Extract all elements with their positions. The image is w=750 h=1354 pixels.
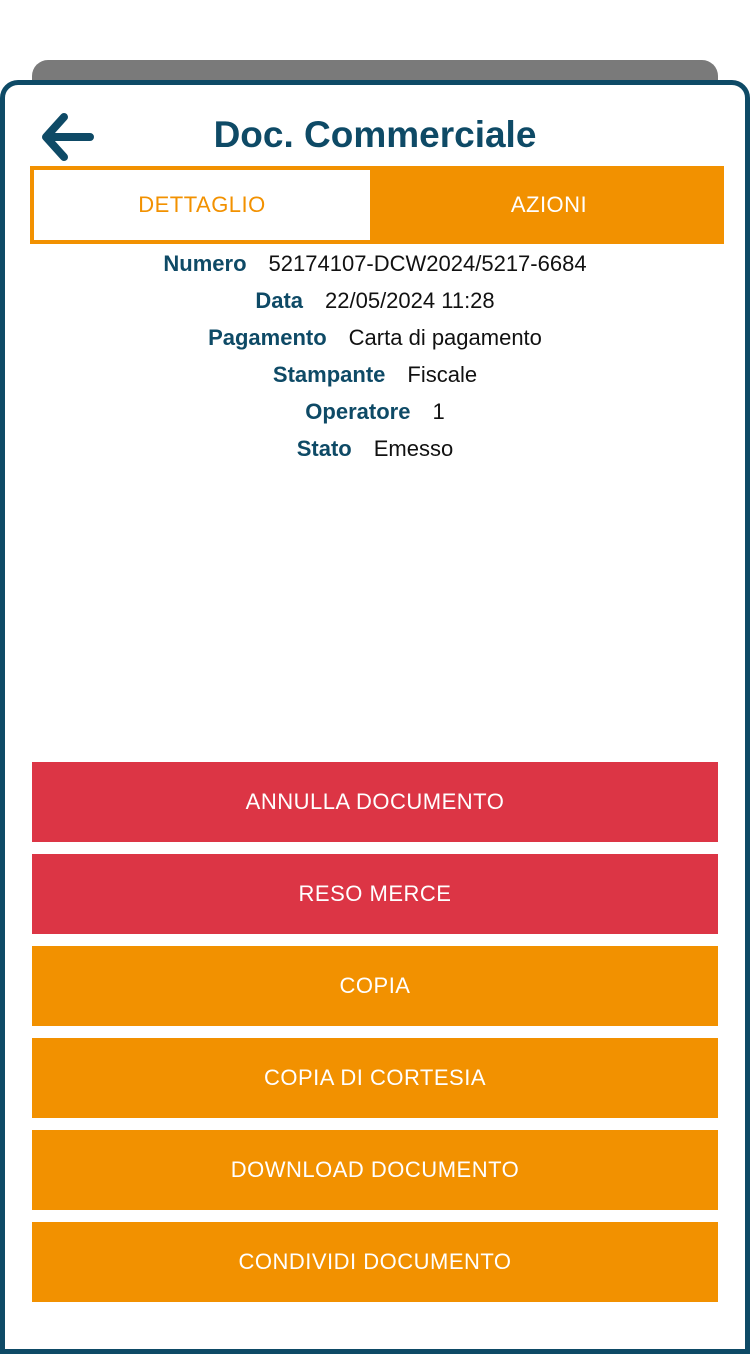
detail-value: Emesso xyxy=(373,435,454,461)
detail-value: 22/05/2024 11:28 xyxy=(325,287,495,313)
detail-value: 52174107-DCW2024/5217-6684 xyxy=(268,250,587,276)
detail-label: Operatore xyxy=(305,398,411,424)
detail-value: Carta di pagamento xyxy=(348,324,542,350)
detail-label: Stato xyxy=(296,435,352,461)
download-documento-button[interactable]: DOWNLOAD DOCUMENTO xyxy=(32,1130,718,1210)
detail-label: Stampante xyxy=(272,361,386,387)
detail-row-stampante xyxy=(0,356,750,393)
detail-value: 1 xyxy=(432,398,445,424)
detail-row-stato xyxy=(0,430,750,467)
copia-di-cortesia-button[interactable]: COPIA DI CORTESIA xyxy=(32,1038,718,1118)
detail-row-data xyxy=(0,282,750,319)
copia-button[interactable]: COPIA xyxy=(32,946,718,1026)
annulla-documento-button[interactable]: ANNULLA DOCUMENTO xyxy=(32,762,718,842)
detail-value: Fiscale xyxy=(407,361,478,387)
document-details xyxy=(0,245,750,467)
detail-row-pagamento xyxy=(0,319,750,356)
detail-label: Pagamento xyxy=(208,324,327,350)
tab-dettaglio[interactable]: DETTAGLIO xyxy=(30,166,374,244)
detail-row-numero xyxy=(0,245,750,282)
condividi-documento-button[interactable]: CONDIVIDI DOCUMENTO xyxy=(32,1222,718,1302)
action-list xyxy=(32,762,718,1314)
page-title: Doc. Commerciale xyxy=(213,114,537,155)
reso-merce-button[interactable]: RESO MERCE xyxy=(32,854,718,934)
tab-bar xyxy=(30,166,724,244)
detail-label: Numero xyxy=(163,250,247,276)
detail-row-operatore xyxy=(0,393,750,430)
tab-azioni[interactable]: AZIONI xyxy=(510,192,588,217)
detail-label: Data xyxy=(255,287,304,313)
